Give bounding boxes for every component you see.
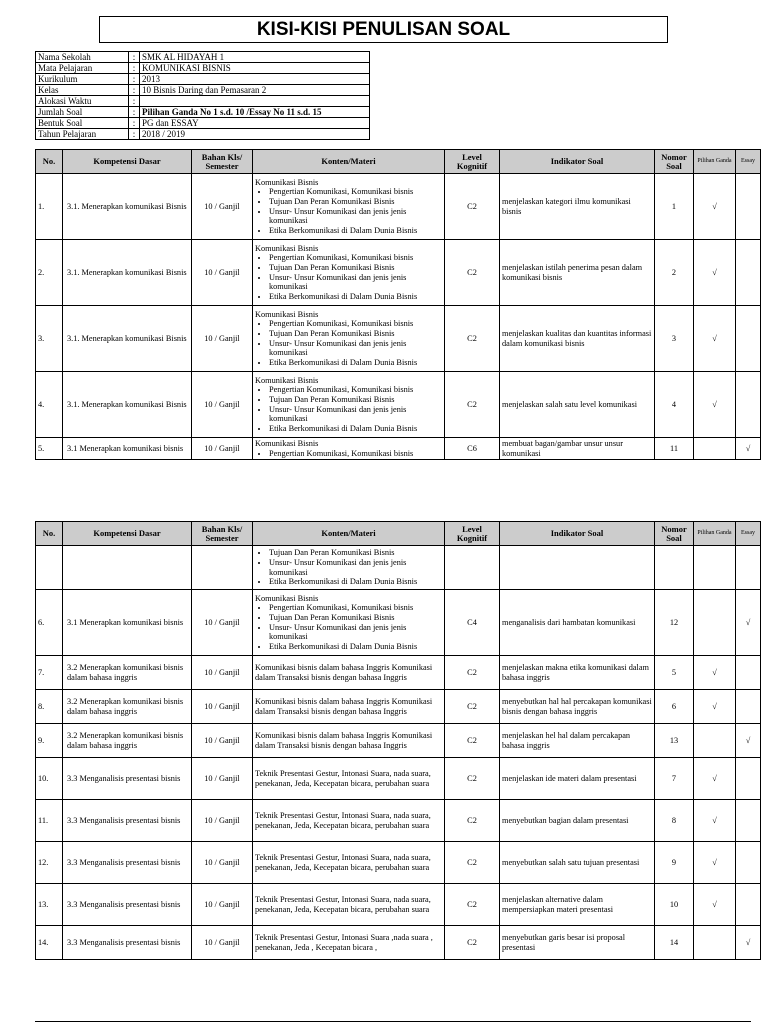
- info-colon: :: [129, 63, 140, 74]
- pilihan-ganda-check: [694, 724, 736, 758]
- bahan-cell: 10 / Ganjil: [192, 240, 253, 306]
- info-label: Kelas: [36, 85, 129, 96]
- konten-heading: Teknik Presentasi Gestur, Intonasi Suara, nada suara, penekanan, Jeda, Kecepatan bicara, perubahan suara: [255, 768, 431, 788]
- level-cell: C2: [445, 800, 500, 842]
- konten-heading: Komunikasi Bisnis: [255, 243, 319, 253]
- konten-heading: Komunikasi bisnis dalam bahasa Inggris Komunikasi dalam Transaksi bisnis dengan bahasa Inggris: [255, 662, 433, 682]
- info-value: KOMUNIKASI BISNIS: [140, 63, 370, 74]
- indikator-cell: menyebutkan hal hal percakapan komunikasi bisnis dengan bahasa inggris: [500, 690, 655, 724]
- bahan-cell: 10 / Ganjil: [192, 690, 253, 724]
- info-row: [36, 85, 370, 96]
- header-konten: Konten/Materi: [253, 150, 445, 174]
- konten-cell: [253, 174, 445, 240]
- pilihan-ganda-check: √: [694, 842, 736, 884]
- indikator-cell: menjelaskan ide materi dalam presentasi: [500, 758, 655, 800]
- kompetensi-dasar-cell: [63, 546, 192, 590]
- table-row: [36, 174, 761, 240]
- konten-bullets: [255, 385, 442, 433]
- pilihan-ganda-check: √: [694, 240, 736, 306]
- table-row: [36, 438, 761, 460]
- info-value: [140, 96, 370, 107]
- konten-heading: Komunikasi bisnis dalam bahasa Inggris Komunikasi dalam Transaksi bisnis dengan bahasa Inggris: [255, 696, 433, 716]
- table-row: [36, 758, 761, 800]
- header-kd: Kompetensi Dasar: [63, 150, 192, 174]
- info-row: [36, 129, 370, 140]
- bahan-cell: 10 / Ganjil: [192, 884, 253, 926]
- indikator-cell: menjelaskan istilah penerima pesan dalam komunikasi bisnis: [500, 240, 655, 306]
- indikator-cell: menjelaskan kategori ilmu komunikasi bisnis: [500, 174, 655, 240]
- nomor-cell: 14: [655, 926, 694, 960]
- konten-bullet: • Etika Berkomunikasi di Dalam Dunia Bisnis: [269, 292, 442, 302]
- info-value: 10 Bisnis Daring dan Pemasaran 2: [140, 85, 370, 96]
- level-cell: C2: [445, 884, 500, 926]
- indikator-cell: membuat bagan/gambar unsur unsur komunikasi: [500, 438, 655, 460]
- info-value: 2013: [140, 74, 370, 85]
- pilihan-ganda-check: √: [694, 372, 736, 438]
- header-kd: Kompetensi Dasar: [63, 522, 192, 546]
- konten-bullet: • Pengertian Komunikasi, Komunikasi bisnis: [269, 603, 442, 613]
- table-row: [36, 926, 761, 960]
- row-number: 12.: [36, 842, 63, 884]
- konten-bullets: [255, 253, 442, 301]
- bahan-cell: [192, 546, 253, 590]
- header-level: Level Kognitif: [445, 150, 500, 174]
- konten-bullet: • Unsur- Unsur Komunikasi dan jenis jenis komunikasi: [269, 558, 442, 577]
- bahan-cell: 10 / Ganjil: [192, 926, 253, 960]
- konten-bullets: [255, 319, 442, 367]
- nomor-cell: 4: [655, 372, 694, 438]
- nomor-cell: [655, 546, 694, 590]
- header-no: No.: [36, 522, 63, 546]
- row-number: 6.: [36, 590, 63, 656]
- info-colon: :: [129, 118, 140, 129]
- pilihan-ganda-check: √: [694, 884, 736, 926]
- kompetensi-dasar-cell: 3.1. Menerapkan komunikasi Bisnis: [63, 372, 192, 438]
- konten-bullet: • Unsur- Unsur Komunikasi dan jenis jenis komunikasi: [269, 339, 442, 358]
- konten-cell: [253, 758, 445, 800]
- table-row: [36, 842, 761, 884]
- konten-heading: Teknik Presentasi Gestur, Intonasi Suara, nada suara, penekanan, Jeda, Kecepatan bicara, perubahan suara: [255, 894, 431, 914]
- nomor-cell: 3: [655, 306, 694, 372]
- info-row: [36, 118, 370, 129]
- level-cell: C2: [445, 758, 500, 800]
- bahan-cell: 10 / Ganjil: [192, 842, 253, 884]
- table-row: [36, 724, 761, 758]
- konten-bullet: • Unsur- Unsur Komunikasi dan jenis jenis komunikasi: [269, 273, 442, 292]
- header-nomor: Nomor Soal: [655, 522, 694, 546]
- header-essay: Essay: [736, 522, 761, 546]
- info-label: Mata Pelajaran: [36, 63, 129, 74]
- kompetensi-dasar-cell: 3.1. Menerapkan komunikasi Bisnis: [63, 174, 192, 240]
- essay-check: [736, 842, 761, 884]
- info-row: [36, 74, 370, 85]
- konten-bullet: • Pengertian Komunikasi, Komunikasi bisnis: [269, 385, 442, 395]
- info-colon: :: [129, 52, 140, 63]
- nomor-cell: 11: [655, 438, 694, 460]
- header-indikator: Indikator Soal: [500, 522, 655, 546]
- bahan-cell: 10 / Ganjil: [192, 656, 253, 690]
- table-row: [36, 546, 761, 590]
- bahan-cell: 10 / Ganjil: [192, 438, 253, 460]
- konten-cell: [253, 240, 445, 306]
- row-number: 4.: [36, 372, 63, 438]
- essay-check: [736, 758, 761, 800]
- kompetensi-dasar-cell: 3.2 Menerapkan komunikasi bisnis dalam bahasa inggris: [63, 724, 192, 758]
- essay-check: [736, 174, 761, 240]
- row-number: 14.: [36, 926, 63, 960]
- konten-heading: Teknik Presentasi Gestur, Intonasi Suara ,nada suara , penekanan, Jeda , Kecepatan bicara ,: [255, 932, 433, 952]
- konten-bullet: • Etika Berkomunikasi di Dalam Dunia Bisnis: [269, 358, 442, 368]
- level-cell: C4: [445, 590, 500, 656]
- row-number: 7.: [36, 656, 63, 690]
- nomor-cell: 13: [655, 724, 694, 758]
- row-number: 8.: [36, 690, 63, 724]
- kompetensi-dasar-cell: 3.1. Menerapkan komunikasi Bisnis: [63, 306, 192, 372]
- indikator-cell: menjelaskan alternative dalam mempersiapkan materi presentasi: [500, 884, 655, 926]
- kompetensi-dasar-cell: 3.1. Menerapkan komunikasi Bisnis: [63, 240, 192, 306]
- nomor-cell: 6: [655, 690, 694, 724]
- info-label: Bentuk Soal: [36, 118, 129, 129]
- info-label: Alokasi Waktu: [36, 96, 129, 107]
- pilihan-ganda-check: √: [694, 656, 736, 690]
- konten-cell: [253, 724, 445, 758]
- konten-bullet: • Pengertian Komunikasi, Komunikasi bisnis: [269, 319, 442, 329]
- header-bahan: Bahan Kls/ Semester: [192, 522, 253, 546]
- pilihan-ganda-check: √: [694, 306, 736, 372]
- level-cell: C2: [445, 926, 500, 960]
- row-number: 10.: [36, 758, 63, 800]
- essay-check: [736, 306, 761, 372]
- konten-bullet: • Tujuan Dan Peran Komunikasi Bisnis: [269, 263, 442, 273]
- pilihan-ganda-check: [694, 546, 736, 590]
- question-grid-table-1: [35, 149, 761, 460]
- indikator-cell: menjelaskan salah satu level komunikasi: [500, 372, 655, 438]
- indikator-cell: menyebutkan garis besar isi proposal presentasi: [500, 926, 655, 960]
- bahan-cell: 10 / Ganjil: [192, 372, 253, 438]
- level-cell: C2: [445, 842, 500, 884]
- konten-heading: Komunikasi Bisnis: [255, 375, 319, 385]
- header-essay: Essay: [736, 150, 761, 174]
- konten-cell: [253, 800, 445, 842]
- kompetensi-dasar-cell: 3.3 Menganalisis presentasi bisnis: [63, 758, 192, 800]
- konten-heading: Komunikasi Bisnis: [255, 177, 319, 187]
- konten-heading: Komunikasi bisnis dalam bahasa Inggris Komunikasi dalam Transaksi bisnis dengan bahasa Inggris: [255, 730, 433, 750]
- table-row: [36, 656, 761, 690]
- konten-heading: Komunikasi Bisnis: [255, 309, 319, 319]
- info-value: 2018 / 2019: [140, 129, 370, 140]
- row-number: 1.: [36, 174, 63, 240]
- header-indikator: Indikator Soal: [500, 150, 655, 174]
- info-row: [36, 52, 370, 63]
- konten-cell: [253, 926, 445, 960]
- kompetensi-dasar-cell: 3.1 Menerapkan komunikasi bisnis: [63, 590, 192, 656]
- header-pg: Pilihan Ganda: [694, 150, 736, 174]
- konten-bullet: • Pengertian Komunikasi, Komunikasi bisnis: [269, 449, 442, 459]
- indikator-cell: menjelaskan makna etika komunikasi dalam bahasa inggris: [500, 656, 655, 690]
- header-bahan: Bahan Kls/ Semester: [192, 150, 253, 174]
- header-nomor: Nomor Soal: [655, 150, 694, 174]
- row-number: 3.: [36, 306, 63, 372]
- table-row: [36, 800, 761, 842]
- kompetensi-dasar-cell: 3.2 Menerapkan komunikasi bisnis dalam bahasa inggris: [63, 656, 192, 690]
- konten-cell: [253, 546, 445, 590]
- essay-check: √: [736, 926, 761, 960]
- bahan-cell: 10 / Ganjil: [192, 724, 253, 758]
- bahan-cell: 10 / Ganjil: [192, 306, 253, 372]
- kompetensi-dasar-cell: 3.3 Menganalisis presentasi bisnis: [63, 842, 192, 884]
- konten-bullet: • Etika Berkomunikasi di Dalam Dunia Bisnis: [269, 226, 442, 236]
- essay-check: [736, 690, 761, 724]
- konten-cell: [253, 372, 445, 438]
- level-cell: C2: [445, 690, 500, 724]
- table-row: [36, 240, 761, 306]
- essay-check: [736, 884, 761, 926]
- question-grid-table-2: [35, 521, 761, 960]
- info-row: [36, 96, 370, 107]
- konten-bullet: • Etika Berkomunikasi di Dalam Dunia Bisnis: [269, 577, 442, 587]
- nomor-cell: 1: [655, 174, 694, 240]
- pilihan-ganda-check: √: [694, 174, 736, 240]
- header-row: [36, 522, 761, 546]
- essay-check: [736, 240, 761, 306]
- page-title: KISI-KISI PENULISAN SOAL: [99, 16, 668, 43]
- indikator-cell: menjelaskan hel hal dalam percakapan bahasa inggris: [500, 724, 655, 758]
- nomor-cell: 9: [655, 842, 694, 884]
- info-value: Pilihan Ganda No 1 s.d. 10 /Essay No 11 s.d. 15: [140, 107, 370, 118]
- row-number: [36, 546, 63, 590]
- table-row: [36, 372, 761, 438]
- konten-bullets: [255, 449, 442, 459]
- info-colon: :: [129, 74, 140, 85]
- nomor-cell: 2: [655, 240, 694, 306]
- row-number: 13.: [36, 884, 63, 926]
- header-row: [36, 150, 761, 174]
- konten-bullets: [255, 603, 442, 651]
- pilihan-ganda-check: [694, 926, 736, 960]
- essay-check: [736, 372, 761, 438]
- level-cell: C6: [445, 438, 500, 460]
- konten-heading: Komunikasi Bisnis: [255, 593, 319, 603]
- info-row: [36, 63, 370, 74]
- level-cell: C2: [445, 656, 500, 690]
- konten-bullet: • Pengertian Komunikasi, Komunikasi bisnis: [269, 253, 442, 263]
- bahan-cell: 10 / Ganjil: [192, 590, 253, 656]
- table-row: [36, 884, 761, 926]
- info-label: Jumlah Soal: [36, 107, 129, 118]
- header-konten: Konten/Materi: [253, 522, 445, 546]
- nomor-cell: 10: [655, 884, 694, 926]
- konten-bullet: • Tujuan Dan Peran Komunikasi Bisnis: [269, 329, 442, 339]
- row-number: 5.: [36, 438, 63, 460]
- essay-check: [736, 546, 761, 590]
- table-row: [36, 590, 761, 656]
- pilihan-ganda-check: [694, 590, 736, 656]
- konten-bullet: • Unsur- Unsur Komunikasi dan jenis jenis komunikasi: [269, 623, 442, 642]
- kompetensi-dasar-cell: 3.3 Menganalisis presentasi bisnis: [63, 926, 192, 960]
- info-colon: :: [129, 107, 140, 118]
- info-label: Nama Sekolah: [36, 52, 129, 63]
- konten-cell: [253, 306, 445, 372]
- konten-bullet: • Tujuan Dan Peran Komunikasi Bisnis: [269, 548, 442, 558]
- pilihan-ganda-check: √: [694, 800, 736, 842]
- pilihan-ganda-check: √: [694, 758, 736, 800]
- row-number: 11.: [36, 800, 63, 842]
- table-row: [36, 690, 761, 724]
- konten-cell: [253, 438, 445, 460]
- pilihan-ganda-check: [694, 438, 736, 460]
- level-cell: C2: [445, 372, 500, 438]
- konten-cell: [253, 842, 445, 884]
- info-value: SMK AL HIDAYAH 1: [140, 52, 370, 63]
- bahan-cell: 10 / Ganjil: [192, 758, 253, 800]
- info-row: [36, 107, 370, 118]
- nomor-cell: 12: [655, 590, 694, 656]
- konten-bullet: • Unsur- Unsur Komunikasi dan jenis jenis komunikasi: [269, 405, 442, 424]
- nomor-cell: 7: [655, 758, 694, 800]
- konten-heading: Teknik Presentasi Gestur, Intonasi Suara, nada suara, penekanan, Jeda, Kecepatan bicara, perubahan suara: [255, 852, 431, 872]
- kompetensi-dasar-cell: 3.3 Menganalisis presentasi bisnis: [63, 800, 192, 842]
- konten-bullet: • Tujuan Dan Peran Komunikasi Bisnis: [269, 197, 442, 207]
- konten-cell: [253, 884, 445, 926]
- level-cell: [445, 546, 500, 590]
- kompetensi-dasar-cell: 3.3 Menganalisis presentasi bisnis: [63, 884, 192, 926]
- level-cell: C2: [445, 724, 500, 758]
- konten-bullet: • Etika Berkomunikasi di Dalam Dunia Bisnis: [269, 424, 442, 434]
- konten-bullet: • Etika Berkomunikasi di Dalam Dunia Bisnis: [269, 642, 442, 652]
- nomor-cell: 8: [655, 800, 694, 842]
- konten-cell: [253, 590, 445, 656]
- header-no: No.: [36, 150, 63, 174]
- info-value: PG dan ESSAY: [140, 118, 370, 129]
- bahan-cell: 10 / Ganjil: [192, 174, 253, 240]
- page-footer-rule: [35, 1021, 751, 1022]
- pilihan-ganda-check: √: [694, 690, 736, 724]
- konten-bullets: [255, 187, 442, 235]
- konten-cell: [253, 656, 445, 690]
- nomor-cell: 5: [655, 656, 694, 690]
- level-cell: C2: [445, 240, 500, 306]
- bahan-cell: 10 / Ganjil: [192, 800, 253, 842]
- indikator-cell: [500, 546, 655, 590]
- konten-heading: Teknik Presentasi Gestur, Intonasi Suara, nada suara, penekanan, Jeda, Kecepatan bicara, perubahan suara: [255, 810, 431, 830]
- indikator-cell: menjelaskan kualitas dan kuantitas informasi dalam komunikasi bisnis: [500, 306, 655, 372]
- kompetensi-dasar-cell: 3.2 Menerapkan komunikasi bisnis dalam bahasa inggris: [63, 690, 192, 724]
- info-label: Kurikulum: [36, 74, 129, 85]
- info-colon: :: [129, 96, 140, 107]
- essay-check: √: [736, 724, 761, 758]
- level-cell: C2: [445, 174, 500, 240]
- info-colon: :: [129, 129, 140, 140]
- indikator-cell: menyebutkan bagian dalam presentasi: [500, 800, 655, 842]
- konten-bullet: • Tujuan Dan Peran Komunikasi Bisnis: [269, 395, 442, 405]
- info-label: Tahun Pelajaran: [36, 129, 129, 140]
- indikator-cell: menganalisis dari hambatan komunikasi: [500, 590, 655, 656]
- essay-check: [736, 800, 761, 842]
- info-colon: :: [129, 85, 140, 96]
- konten-heading: Komunikasi Bisnis: [255, 439, 319, 448]
- konten-bullets: [255, 548, 442, 586]
- header-pg: Pilihan Ganda: [694, 522, 736, 546]
- kompetensi-dasar-cell: 3.1 Menerapkan komunikasi bisnis: [63, 438, 192, 460]
- konten-bullet: • Unsur- Unsur Komunikasi dan jenis jenis komunikasi: [269, 207, 442, 226]
- row-number: 9.: [36, 724, 63, 758]
- essay-check: [736, 656, 761, 690]
- essay-check: √: [736, 590, 761, 656]
- school-info-table: [35, 51, 370, 140]
- header-level: Level Kognitif: [445, 522, 500, 546]
- indikator-cell: menyebutkan salah satu tujuan presentasi: [500, 842, 655, 884]
- konten-bullet: • Pengertian Komunikasi, Komunikasi bisnis: [269, 187, 442, 197]
- konten-cell: [253, 690, 445, 724]
- row-number: 2.: [36, 240, 63, 306]
- table-row: [36, 306, 761, 372]
- level-cell: C2: [445, 306, 500, 372]
- konten-bullet: • Tujuan Dan Peran Komunikasi Bisnis: [269, 613, 442, 623]
- essay-check: √: [736, 438, 761, 460]
